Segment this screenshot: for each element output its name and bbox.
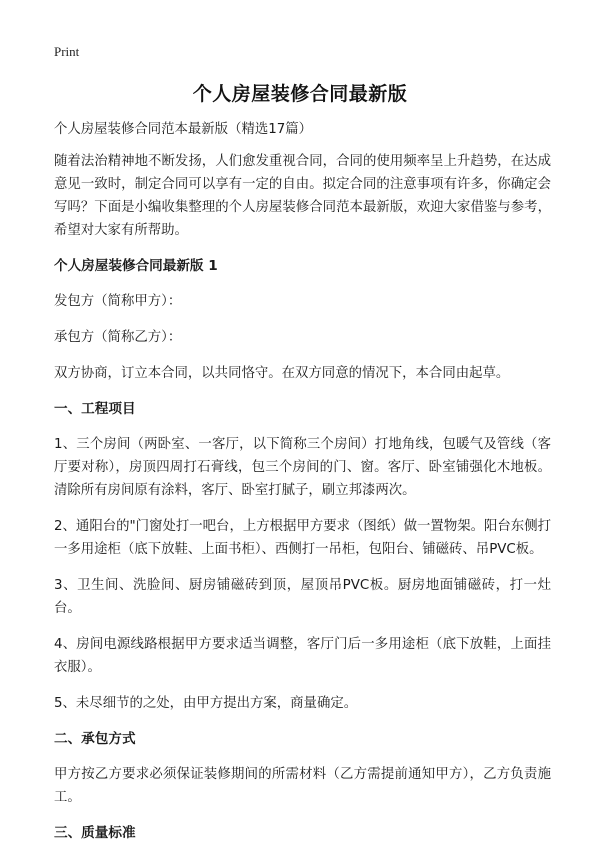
section-heading-1: 个人房屋装修合同最新版 1 xyxy=(54,258,218,274)
part-heading-contract-method: 二、承包方式 xyxy=(54,731,136,747)
part-heading-project: 一、工程项目 xyxy=(54,401,136,417)
document-title: 个人房屋装修合同最新版 xyxy=(192,83,408,105)
print-label[interactable]: Print xyxy=(54,44,80,59)
project-item: 2、通阳台的"门窗处打一吧台，上方根据甲方要求（图纸）做一置物架。阳台东侧打一多用途柜（底下放鞋、上面书柜）、西侧打一吊柜，包阳台、铺磁砖、吊PVC板。 xyxy=(54,519,551,557)
party-a-line: 发包方（简称甲方）： xyxy=(54,294,182,309)
project-item: 3、卫生间、洗脸间、厨房铺磁砖到顶，屋顶吊PVC板。厨房地面铺磁砖，打一灶台。 xyxy=(54,578,551,616)
project-item: 5、未尽细节的之处，由甲方提出方案，商量确定。 xyxy=(54,696,358,711)
part-heading-quality: 三、质量标准 xyxy=(54,825,136,841)
party-b-line: 承包方（简称乙方）： xyxy=(54,330,182,345)
document-subtitle: 个人房屋装修合同范本最新版（精选17篇） xyxy=(54,122,313,137)
agreement-paragraph: 双方协商，订立本合同，以共同恪守。在双方同意的情况下，本合同由起草。 xyxy=(54,366,510,381)
intro-paragraph: 随着法治精神地不断发扬，人们愈发重视合同，合同的使用频率呈上升趋势，在达成意见一致时，制定合同可以享有一定的自由。拟定合同的注意事项有许多，你确定会写吗？下面是小编收集整理的个人房屋装修合同范本最新版，欢迎大家借鉴与参考，希望对大家有所帮助。 xyxy=(54,154,551,238)
contract-method-paragraph: 甲方按乙方要求必须保证装修期间的所需材料（乙方需提前通知甲方），乙方负责施工。 xyxy=(54,767,551,805)
document-body xyxy=(54,118,551,857)
project-item: 4、房间电源线路根据甲方要求适当调整，客厅门后一多用途柜（底下放鞋，上面挂衣服）。 xyxy=(54,637,551,675)
project-item: 1、三个房间（两卧室、一客厅，以下简称三个房间）打地角线，包暖气及管线（客厅要对称），房顶四周打石膏线，包三个房间的门、窗。客厅、卧室铺强化木地板。清除所有房间原有涂料，客厅、卧室打腻子，刷立邦漆两次。 xyxy=(54,437,551,498)
